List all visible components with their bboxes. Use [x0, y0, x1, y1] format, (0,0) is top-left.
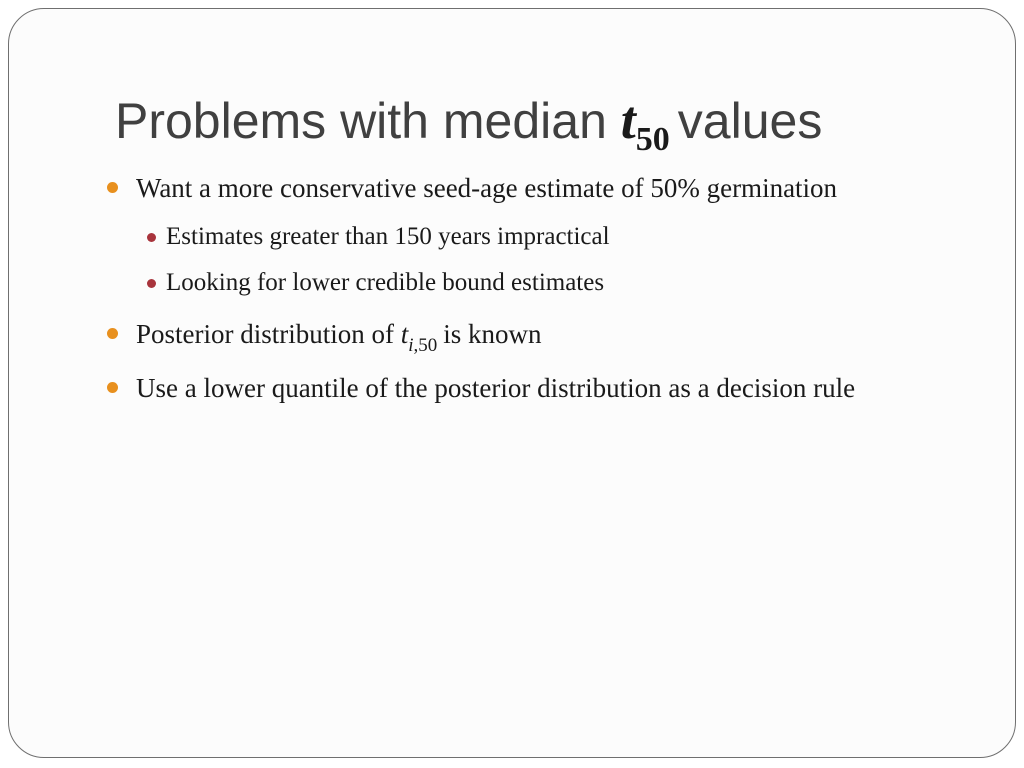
sub-bullet-text: Looking for lower credible bound estimates	[166, 269, 605, 296]
bullet-text-prefix: Posterior distribution of	[136, 319, 401, 349]
orange-dot-bullet-icon	[107, 382, 118, 393]
red-dot-bullet-icon	[147, 233, 156, 242]
bullet-text: Use a lower quantile of the posterior distribution as a decision rule	[136, 373, 856, 403]
slide-title	[115, 90, 823, 158]
bullet-item	[106, 366, 866, 410]
bullet-variable: t	[400, 319, 409, 349]
slide-body	[106, 166, 866, 416]
bullet-subscript-index: i	[408, 335, 414, 356]
title-variable: t	[620, 90, 636, 150]
sub-bullet-item	[136, 214, 866, 260]
title-suffix: values	[677, 93, 823, 149]
title-prefix: Problems with median	[115, 93, 621, 149]
sub-bullet-text: Estimates greater than 150 years impractical	[166, 223, 610, 250]
bullet-subscript	[408, 335, 437, 356]
bullet-item	[106, 166, 866, 306]
title-subscript: 50	[635, 121, 670, 158]
orange-dot-bullet-icon	[107, 328, 118, 339]
bullet-subscript-number: ,50	[413, 335, 438, 356]
bullet-list	[106, 166, 866, 410]
bullet-text: Want a more conservative seed-age estimate of 50% germination	[136, 173, 838, 203]
sub-bullet-item	[136, 260, 866, 306]
red-dot-bullet-icon	[147, 279, 156, 288]
bullet-text-suffix: is known	[443, 319, 542, 349]
orange-dot-bullet-icon	[107, 182, 118, 193]
sub-bullet-list	[136, 214, 866, 306]
bullet-item	[106, 312, 866, 360]
